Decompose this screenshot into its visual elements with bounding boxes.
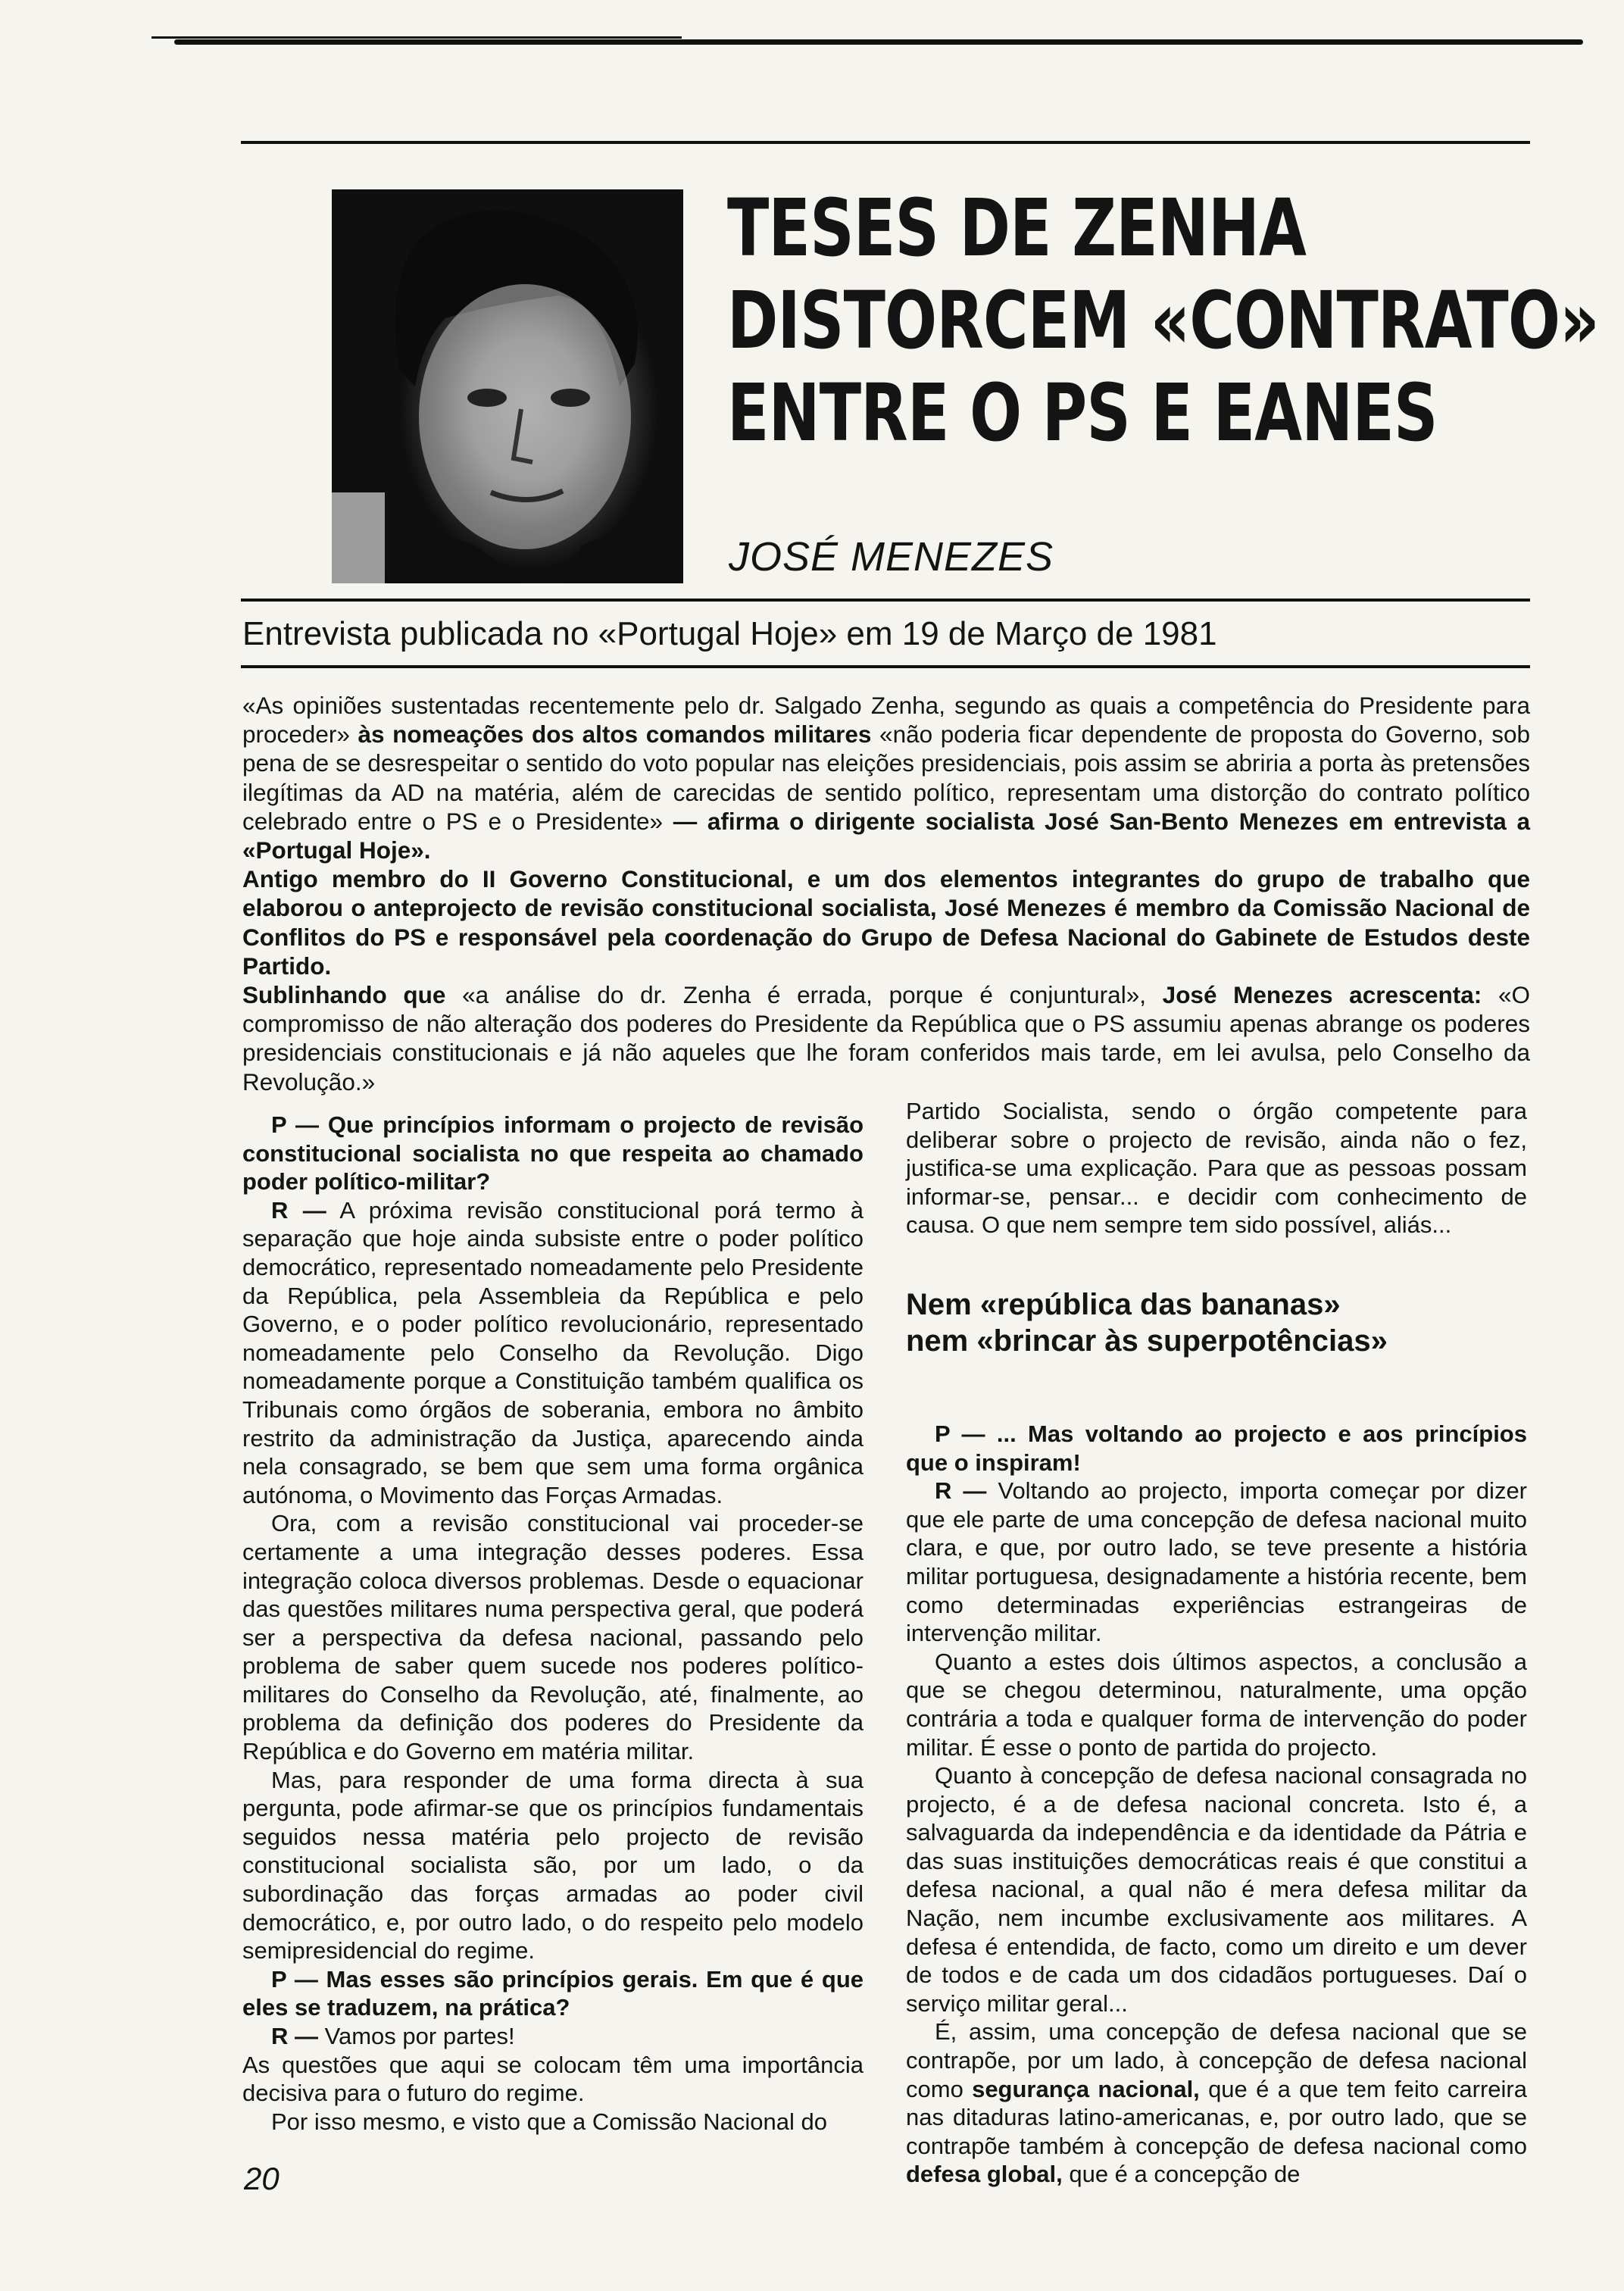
top-rule — [174, 39, 1583, 45]
question: P — Mas esses são princípios gerais. Em que é que eles se traduzem, na prática? — [242, 1965, 864, 2021]
text-run-bold: R — — [271, 1196, 326, 1224]
header-rule — [241, 141, 1530, 144]
text-run: Voltando ao projecto, importa começar por dizer que ele parte de uma concepção de defesa nacional muito clara, e que, por outro lado, se teve presente a história militar portuguesa, designadamente a história recente, bem como determinadas experiências estrangeiras de intervenção militar. — [906, 1477, 1528, 1647]
intro-paragraph — [242, 980, 1530, 1096]
answer-paragraph: As questões que aqui se colocam têm uma importância decisiva para o futuro do regime. — [242, 2051, 864, 2107]
section-title — [906, 1286, 1527, 1359]
text-run: «O compromisso de não alteração dos poderes do Presidente da República que o PS assumiu apenas abrange os poderes presidenciais constitucionais e já não aqueles que lhe foram conferidos mais tarde, em lei avulsa, pelo Conselho da Revolução.» — [242, 981, 1531, 1095]
headline-line: TESES DE ZENHA — [727, 182, 1307, 274]
headline — [727, 182, 1599, 459]
answer-paragraph — [906, 1477, 1527, 1648]
answer-paragraph: Quanto à concepção de defesa nacional consagrada no projecto, é a de defesa nacional concreta. Isto é, a salvaguarda da independência e da identidade da Pátria e das suas instituições democráticas reais é que constitui a defesa nacional, a qual não é mera defesa militar da Nação, nem incumbe exclusivamente aos militares. A defesa é entendida, de facto, como um direito e um dever de todos e de cada um dos cidadãos portugueses. Daí o serviço militar geral... — [906, 1762, 1527, 2017]
text-run-bold: Antigo membro do II Governo Constitucional, e um dos elementos integrantes do grupo de trabalho que elaborou o anteprojecto de revisão constitucional socialista, José Menezes é membro da Comissão Nacional de Conflitos do PS e responsável pela coordenação do Grupo de Defesa Nacional do Gabinete de Estudos deste Partido. — [242, 865, 1530, 980]
headline-line: DISTORCEM «CONTRATO» — [727, 274, 1599, 367]
text-run: que é a concepção de — [1062, 2161, 1301, 2188]
subhead: Entrevista publicada no «Portugal Hoje» em 19 de Março de 1981 — [242, 615, 1217, 652]
answer-paragraph — [242, 2022, 864, 2051]
answer-paragraph: Ora, com a revisão constitucional vai proceder-se certamente a uma integração desses poderes. Essa integração coloca diversos problemas. Desde o equacionar das questões militares numa perspectiva geral, que poderá ser a perspectiva da defesa nacional, passando pelo problema de saber quem sucede nos poderes político-militares do Conselho da Revolução, até, finalmente, ao problema da definição dos poderes do Presidente da República e do Governo em matéria militar. — [242, 1510, 864, 1765]
section-title-line: nem «brincar às superpotências» — [906, 1324, 1388, 1358]
text-run-bold: Sublinhando que — [242, 981, 446, 1009]
text-run-bold: R — — [271, 2023, 318, 2049]
answer-paragraph: Por isso mesmo, e visto que a Comissão Nacional do — [271, 2108, 827, 2135]
column-right — [906, 1097, 1527, 2189]
text-run: É, assim, uma concepção de defesa nacional que se contrapõe, por um lado, à concepção de defesa nacional como — [906, 2018, 1527, 2102]
text-run-bold: José Menezes acrescenta: — [1162, 981, 1482, 1009]
intro-paragraph — [242, 864, 1530, 980]
column-left — [242, 1111, 864, 2136]
answer-paragraph: Partido Socialista, sendo o órgão competente para deliberar sobre o projecto de revisão, ainda não o fez, justifica-se uma explicação. Para que as pessoas possam informar-se, pensar... e decidir com conhecimento de causa. O que nem sempre tem sido possível, aliás... — [906, 1098, 1527, 1239]
text-run: A próxima revisão constitucional porá termo à separação que hoje ainda subsiste entre o poder político democrático, representado nomeadamente pelo Presidente da República, pela Assembleia da República e pelo Governo, e o poder político revolucionário, representado nomeadamente pelo Conselho da Revolução. Digo nomeadamente porque a Constituição também qualifica os Tribunais como órgãos de soberania, embora no âmbito restrito da administração da Justiça, aparecendo ainda nela consagrado, se bem que sem uma forma orgânica autónoma, o Movimento das Forças Armadas. — [242, 1196, 864, 1508]
section-title-line: Nem «república das bananas» — [906, 1287, 1341, 1321]
subhead-rule-top — [241, 599, 1530, 602]
text-run: Vamos por partes! — [318, 2023, 515, 2049]
page-number: 20 — [244, 2161, 280, 2196]
question: P — ... Mas voltando ao projecto e aos princípios que o inspiram! — [906, 1420, 1527, 1476]
headline-line: ENTRE O PS E EANES — [727, 367, 1438, 459]
intro-paragraph — [242, 691, 1530, 864]
answer-paragraph — [242, 1196, 864, 1510]
text-run: «a análise do dr. Zenha é errada, porque é conjuntural», — [445, 981, 1163, 1009]
question: P — Que princípios informam o projecto de revisão constitucional socialista no que respeita ao chamado poder político-militar? — [242, 1111, 864, 1196]
text-run: «não poderia ficar dependente de proposta do Governo, sob pena de se desrespeitar o sentido do voto popular nas eleições presidenciais, pois assim se abriria a porta às pretensões ilegítimas da AD na matéria, além de carecidas de sentido político, representam uma distorção do contrato político celebrado entre o PS e o Presidente» — [242, 720, 1530, 835]
text-run-bold: às nomeações dos altos comandos militares — [358, 720, 872, 749]
intro-lead — [242, 691, 1530, 1096]
text-run-bold: segurança nacional, — [972, 2075, 1200, 2102]
answer-paragraph — [906, 2018, 1527, 2189]
answer-paragraph: Mas, para responder de uma forma directa à sua pergunta, pode afirmar-se que os princípios fundamentais seguidos nessa matéria pelo projecto de revisão constitucional socialista são, por um lado, o da subordinação das forças armadas ao poder civil democrático, e, por outro lado, o do respeito pelo modelo semipresidencial do regime. — [242, 1766, 864, 1964]
author-byline: JOSÉ MENEZES — [729, 534, 1054, 580]
text-run-bold: defesa global, — [906, 2161, 1063, 2188]
text-run: que é a que tem feito carreira nas ditaduras latino-americanas, e, por outro lado, que se contrapõe também à concepção de defesa nacional como — [906, 2075, 1527, 2159]
answer-paragraph: Quanto a estes dois últimos aspectos, a conclusão a que se chegou determinou, naturalmente, uma opção contrária a toda e qualquer forma de intervenção do poder militar. É esse o ponto de partida do projecto. — [906, 1648, 1527, 1761]
text-run-bold: — afirma o dirigente socialista José San-Bento Menezes em entrevista a «Portugal Hoje». — [242, 807, 1530, 864]
author-photo — [332, 189, 683, 583]
subhead-rule-bottom — [241, 665, 1530, 668]
top-rule-thin — [151, 36, 682, 39]
text-run-bold: R — — [935, 1477, 987, 1505]
text-run: «As opiniões sustentadas recentemente pelo dr. Salgado Zenha, segundo as quais a competência do Presidente para proceder» — [242, 692, 1530, 749]
